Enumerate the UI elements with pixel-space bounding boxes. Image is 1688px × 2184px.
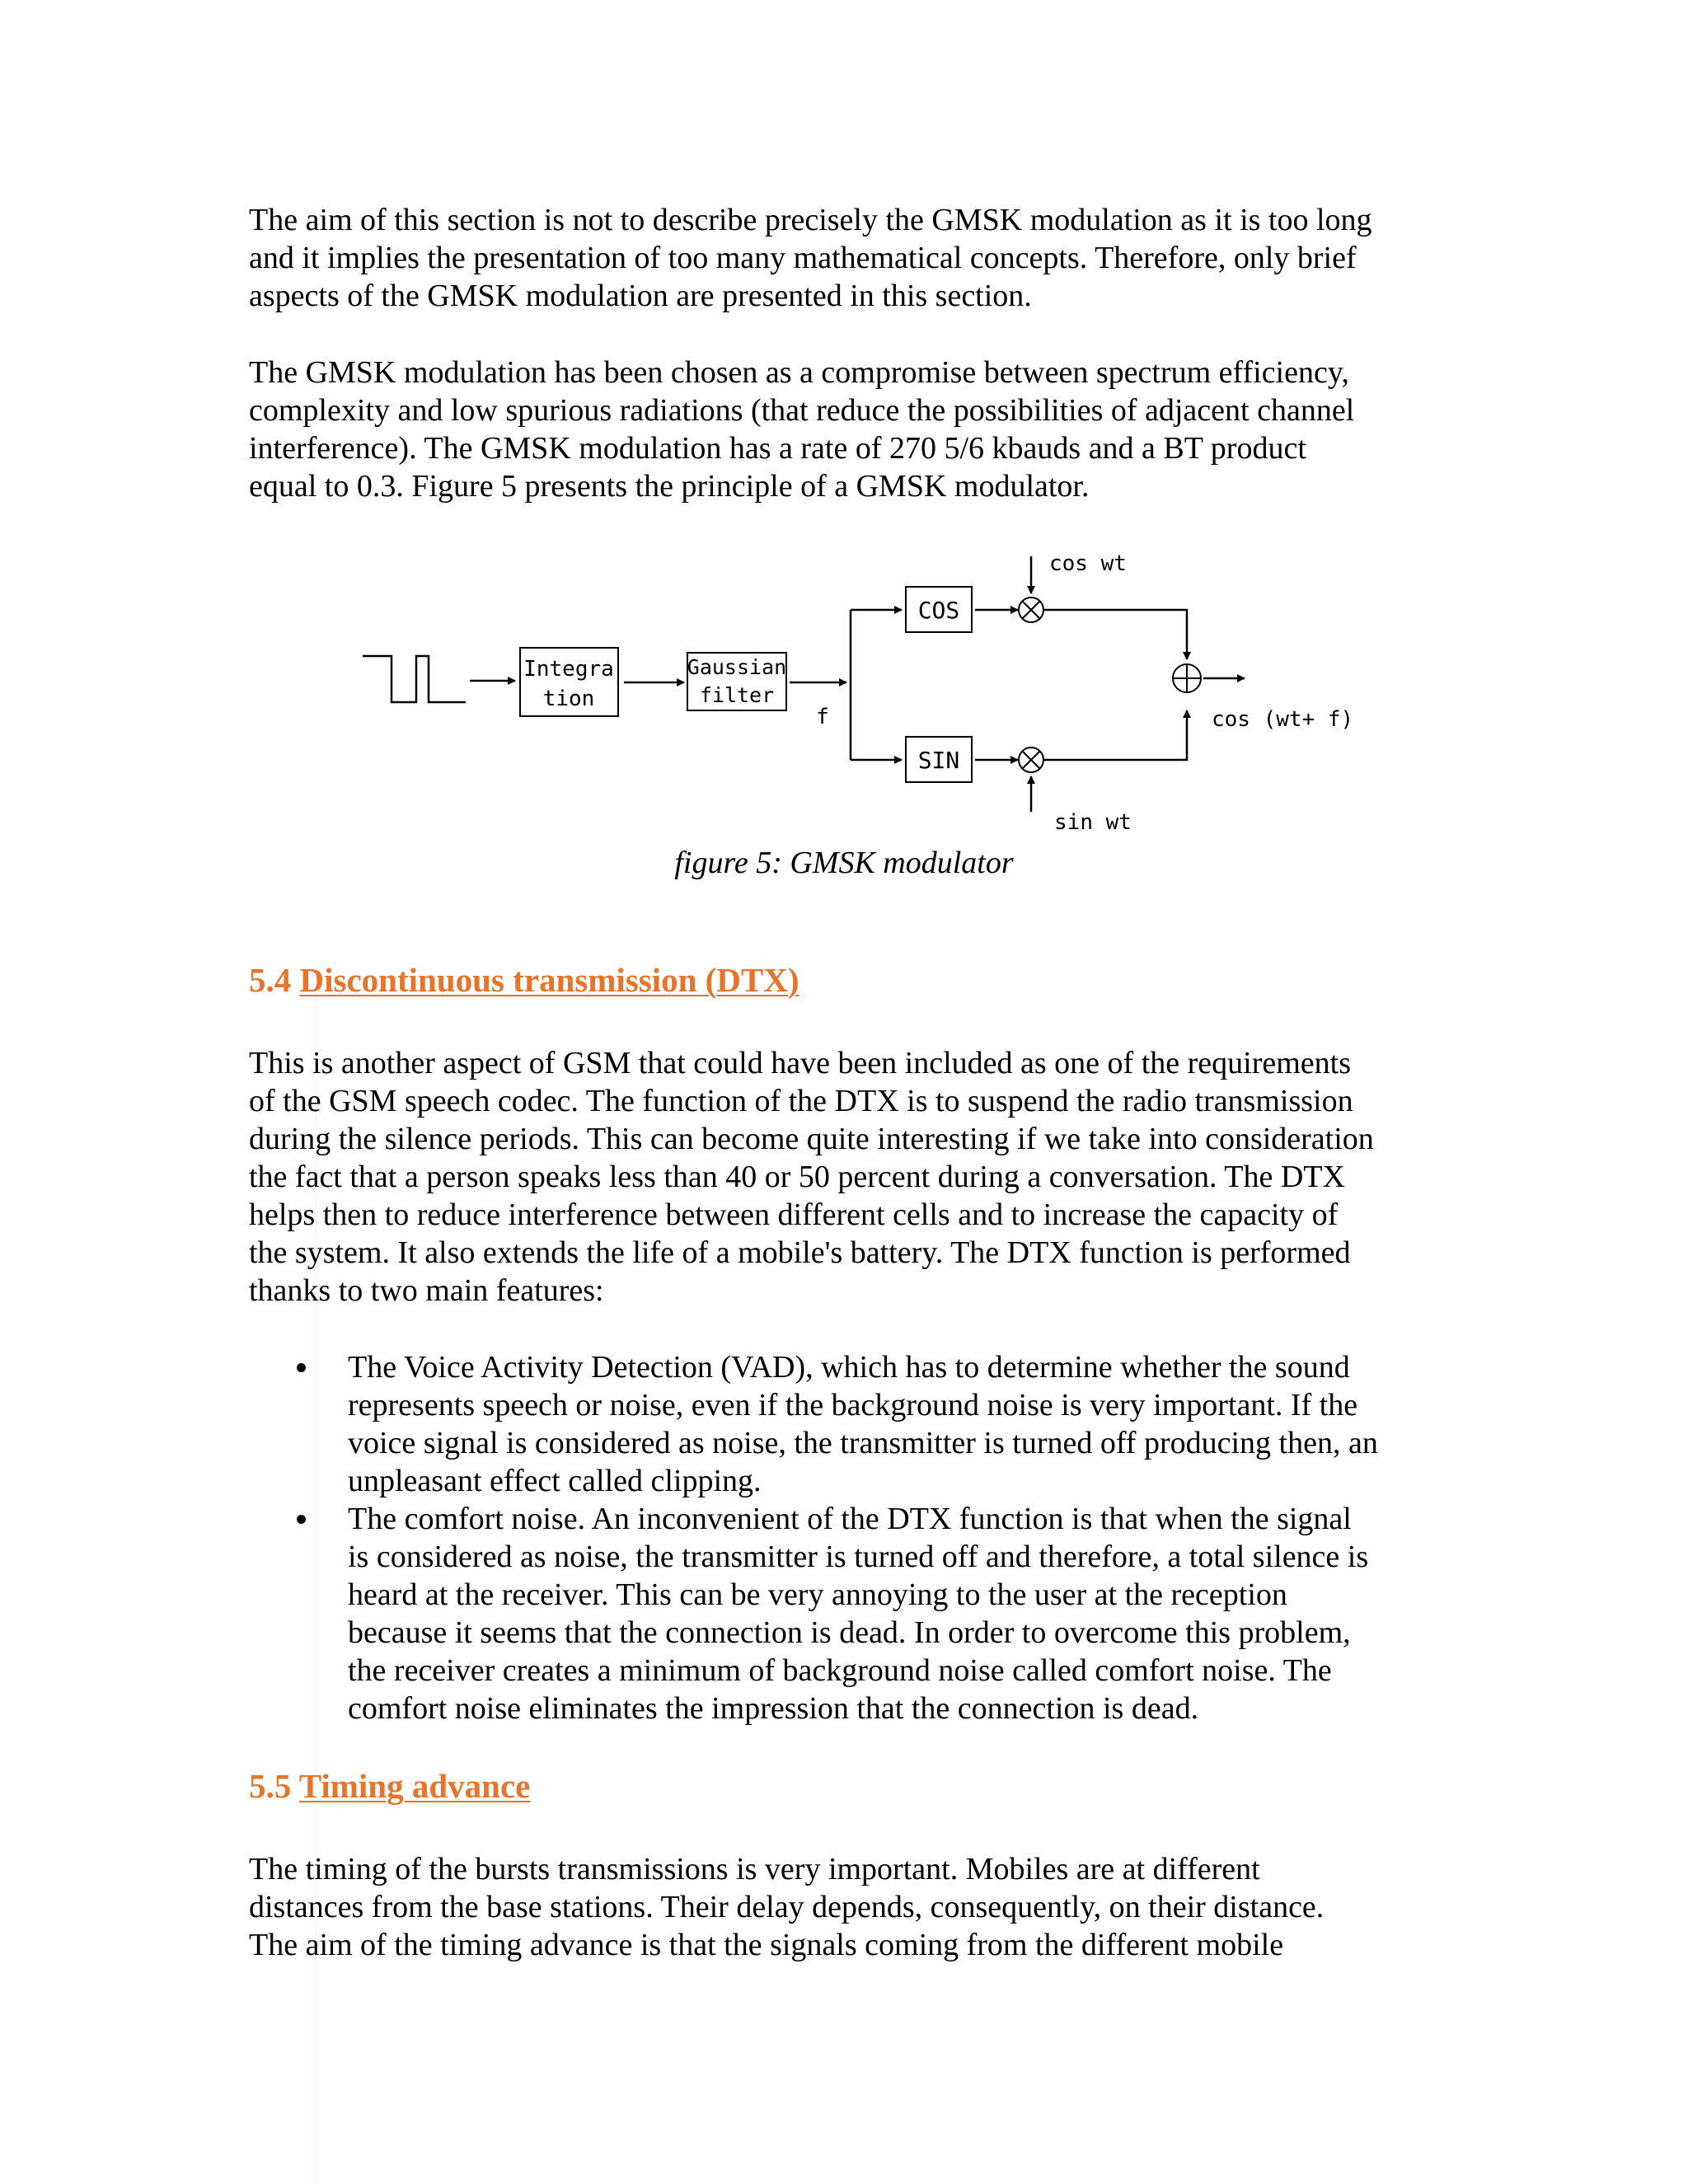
top-route-to-adder (1043, 610, 1187, 659)
sin-block-label: SIN (917, 747, 960, 774)
text-line: voice signal is considered as noise, the transmitter is turned off producing then, an (348, 1426, 1378, 1460)
cos-block-label: COS (917, 597, 960, 624)
bottom-multiplier-icon (1019, 748, 1043, 772)
section-heading-5-4 (249, 960, 799, 1000)
bullet-icon (297, 1363, 306, 1372)
text-line: represents speech or noise, even if the background noise is very important. If the (348, 1388, 1358, 1422)
bottom-route-to-adder (1043, 710, 1187, 760)
bullet-icon (297, 1515, 306, 1524)
text-line: The aim of the timing advance is that the signals coming from the different mobile (249, 1928, 1284, 1962)
section-heading-5-5 (249, 1766, 530, 1806)
text-line: interference). The GMSK modulation has a rate of 270 5/6 kbauds and a BT product (249, 431, 1306, 466)
output-label: cos (wt+ f) (1212, 707, 1354, 732)
list-item (249, 1500, 1485, 1727)
gaussian-label-2: filter (699, 683, 775, 707)
dtx-paragraph (249, 1044, 1452, 1310)
gmsk-paragraph (249, 354, 1452, 505)
gaussian-label-1: Gaussian (687, 655, 787, 679)
text-line: This is another aspect of GSM that could have been included as one of the requirements (249, 1046, 1351, 1080)
gmsk-block-diagram (346, 544, 1360, 849)
list-item (249, 1348, 1485, 1500)
text-line: The timing of the bursts transmissions is very important. Mobiles are at different (249, 1852, 1260, 1886)
section-title-link[interactable]: Timing advance (298, 1767, 531, 1805)
f-label: f (816, 705, 829, 729)
text-line: The GMSK modulation has been chosen as a compromise between spectrum efficiency, (249, 355, 1349, 390)
text-line: of the GSM speech codec. The function of the DTX is to suspend the radio transmission (249, 1084, 1353, 1118)
text-line: because it seems that the connection is dead. In order to overcome this problem, (348, 1615, 1351, 1650)
text-line: The aim of this section is not to describe precisely the GMSK modulation as it is too long (249, 203, 1372, 237)
cos-wt-label: cos wt (1049, 551, 1127, 576)
text-line: The Voice Activity Detection (VAD), which has to determine whether the sound (348, 1350, 1350, 1385)
intro-paragraph (249, 201, 1452, 315)
text-line: unpleasant effect called clipping. (348, 1464, 762, 1498)
section-number: 5.4 (249, 961, 292, 999)
text-line: heard at the receiver. This can be very annoying to the user at the reception (348, 1577, 1287, 1612)
section-title-link[interactable]: Discontinuous transmission (DTX) (299, 961, 799, 999)
text-line: complexity and low spurious radiations (that reduce the possibilities of adjacent channel (249, 393, 1355, 428)
text-line: the system. It also extends the life of a mobile's battery. The DTX function is performed (249, 1235, 1351, 1270)
sin-wt-label: sin wt (1054, 810, 1132, 835)
text-line: aspects of the GMSK modulation are presented in this section. (249, 279, 1032, 313)
section-number: 5.5 (249, 1767, 292, 1805)
text-line: distances from the base stations. Their delay depends, consequently, on their distance. (249, 1890, 1325, 1924)
text-line: helps then to reduce interference between different cells and to increase the capacity of (249, 1197, 1339, 1232)
top-multiplier-icon (1019, 598, 1043, 622)
integration-label-1: Integra (523, 657, 614, 682)
text-line: comfort noise eliminates the impression that the connection is dead. (348, 1691, 1199, 1726)
input-pulse-signal (363, 656, 466, 702)
integration-label-2: tion (542, 687, 595, 711)
gmsk-modulator-figure (346, 544, 1360, 865)
text-line: the receiver creates a minimum of background noise called comfort noise. The (348, 1653, 1332, 1688)
figure-caption: figure 5: GMSK modulator (674, 846, 1014, 880)
text-line: thanks to two main features: (249, 1273, 604, 1308)
text-line: The comfort noise. An inconvenient of the DTX function is that when the signal (348, 1502, 1352, 1536)
feature-list (249, 1348, 1485, 1727)
text-line: the fact that a person speaks less than 40 or 50 percent during a conversation. The DTX (249, 1160, 1345, 1194)
text-line: is considered as noise, the transmitter is turned off and therefore, a total silence is (348, 1540, 1369, 1574)
timing-paragraph (249, 1850, 1452, 1964)
text-line: and it implies the presentation of too many mathematical concepts. Therefore, only brief (249, 241, 1357, 275)
text-line: equal to 0.3. Figure 5 presents the principle of a GMSK modulator. (249, 469, 1090, 504)
text-line: during the silence periods. This can become quite interesting if we take into consideration (249, 1122, 1374, 1156)
adder-icon (1173, 664, 1201, 692)
